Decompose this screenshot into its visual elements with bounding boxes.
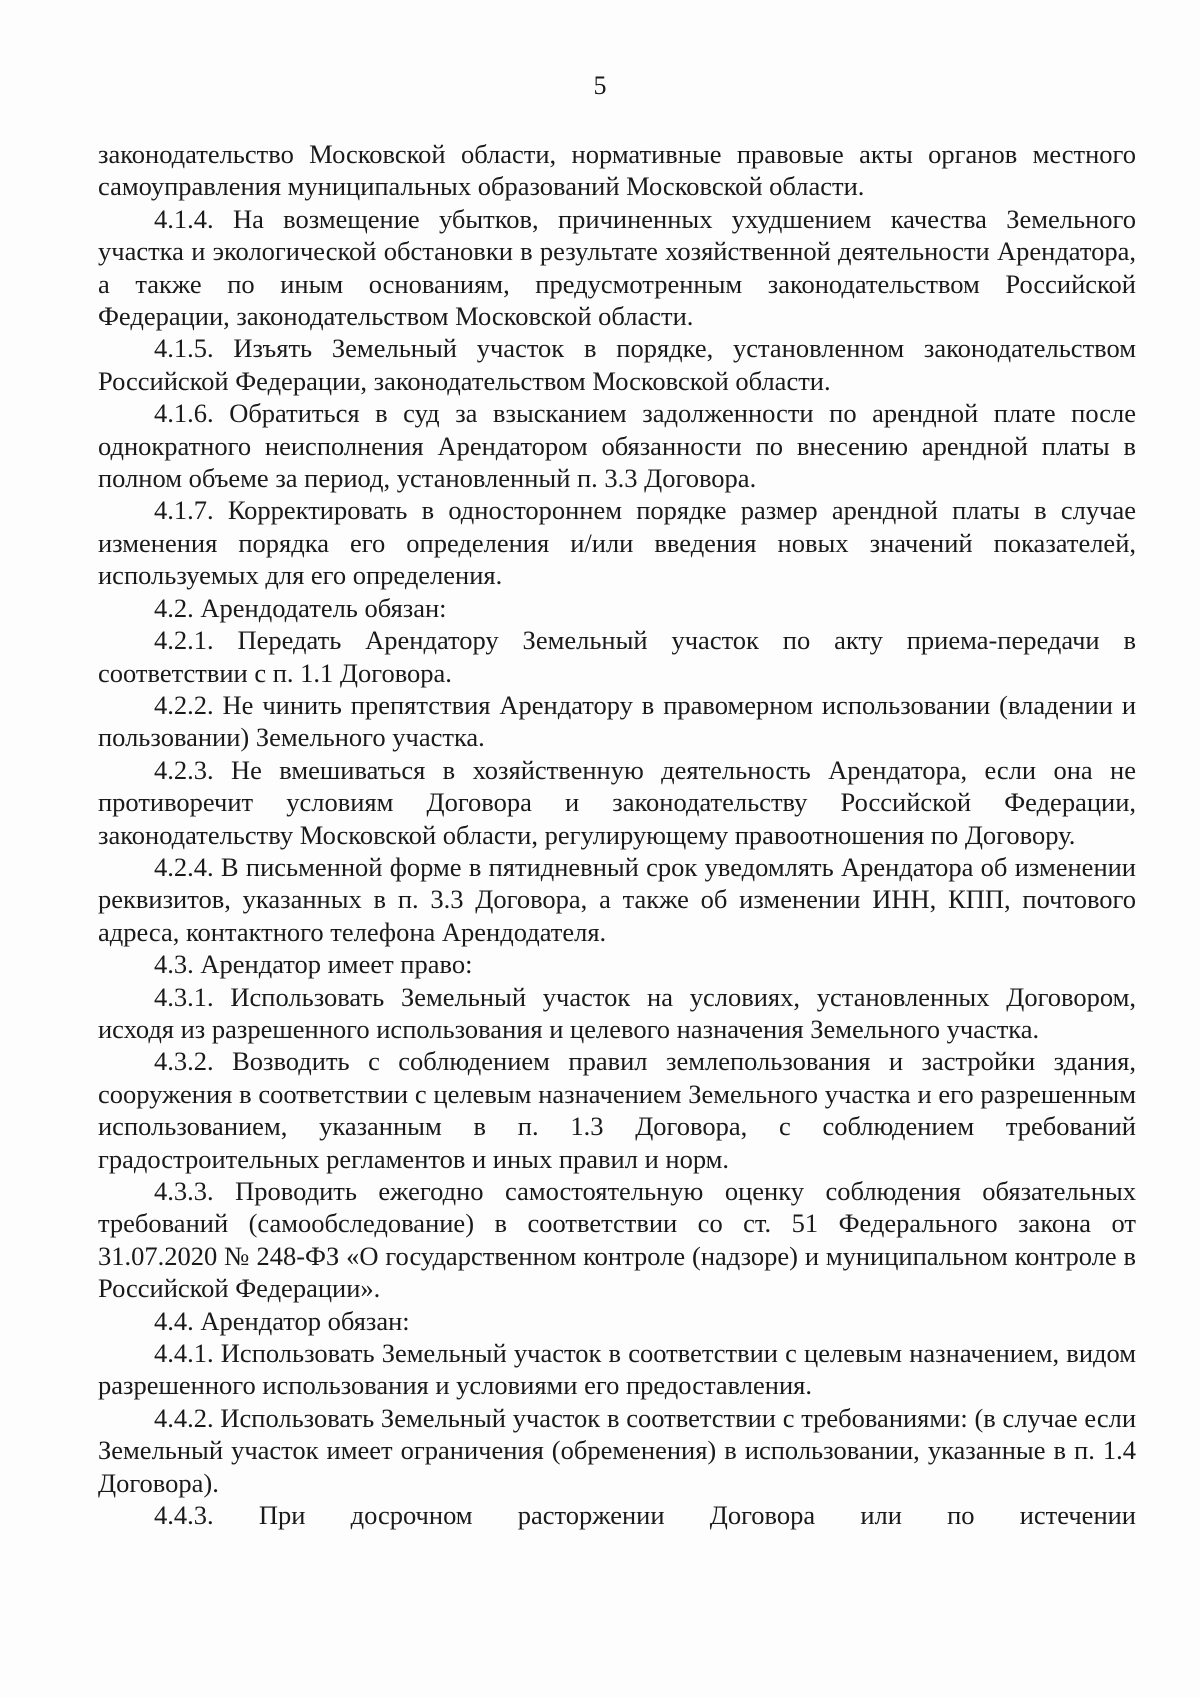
paragraph-continuation: законодательство Московской области, нормативные правовые акты органов местного самоуправления муниципальных образований Московской области. [98, 139, 1136, 202]
paragraph-4-4-2: 4.4.2. Использовать Земельный участок в соответствии с требованиями: (в случае если Земельный участок имеет ограничения (обременения) в использовании, указанные в п. 1.4 Договора). [98, 1402, 1136, 1498]
paragraph-4-1-6: 4.1.6. Обратиться в суд за взысканием задолженности по арендной плате после однократного неисполнения Арендатором обязанности по внесению арендной платы в полном объеме за период, установленный п. 3.3 Договора. [98, 398, 1136, 494]
paragraph-4-2-1: 4.2.1. Передать Арендатору Земельный участок по акту приема-передачи в соответствии с п. 1.1 Договора. [98, 625, 1136, 688]
section-heading-4-2: 4.2. Арендодатель обязан: [154, 592, 447, 623]
paragraph-4-3-3: 4.3.3. Проводить ежегодно самостоятельную оценку соблюдения обязательных требований (самообследование) в соответствии со ст. 51 Федерального закона от 31.07.2020 № 248-ФЗ «О государственном контроле (надзоре) и муниципальном контроле в Российской Федерации». [98, 1176, 1136, 1304]
paragraph-4-2-3: 4.2.3. Не вмешиваться в хозяйственную деятельность Арендатора, если она не противоречит условиям Договора и законодательству Российской Федерации, законодательству Московской области, регулирующему правоотношения по Договору. [98, 754, 1136, 850]
paragraph-4-3-1: 4.3.1. Использовать Земельный участок на условиях, установленных Договором, исходя из разрешенного использования и целевого назначения Земельного участка. [98, 981, 1136, 1044]
paragraph-4-4-1: 4.4.1. Использовать Земельный участок в соответствии с целевым назначением, видом разрешенного использования и условиями его предоставления. [98, 1338, 1136, 1401]
paragraph-4-2-4: 4.2.4. В письменной форме в пятидневный срок уведомлять Арендатора об изменении реквизитов, указанных в п. 3.3 Договора, а также об изменении ИНН, КПП, почтового адреса, контактного телефона Арендодателя. [98, 851, 1136, 947]
paragraph-4-1-5: 4.1.5. Изъять Земельный участок в порядке, установленном законодательством Российской Федерации, законодательством Московской области. [98, 333, 1136, 396]
document-body [98, 138, 1136, 1531]
paragraph-4-1-7: 4.1.7. Корректировать в одностороннем порядке размер арендной платы в случае изменения порядка его определения и/или введения новых значений показателей, используемых для его определения. [98, 495, 1136, 591]
section-heading-4-3: 4.3. Арендатор имеет право: [154, 949, 473, 980]
page-number: 5 [593, 71, 607, 100]
paragraph-4-4-3: 4.4.3. При досрочном расторжении Договора или по истечении [154, 1500, 1136, 1531]
paragraph-4-2-2: 4.2.2. Не чинить препятствия Арендатору в правомерном использовании (владении и пользовании) Земельного участка. [98, 689, 1136, 753]
paragraph-4-3-2: 4.3.2. Возводить с соблюдением правил землепользования и застройки здания, сооружения в соответствии с целевым назначением Земельного участка и его разрешенным использованием, указанным в п. 1.3 Договора, с соблюдением требований градостроительных регламентов и иных правил и норм. [98, 1046, 1136, 1174]
section-heading-4-4: 4.4. Арендатор обязан: [154, 1305, 410, 1336]
paragraph-4-1-4: 4.1.4. На возмещение убытков, причиненных ухудшением качества Земельного участка и экологической обстановки в результате хозяйственной деятельности Арендатора, а также по иным основаниям, предусмотренным законодательством Российской Федерации, законодательством Московской области. [98, 203, 1136, 332]
